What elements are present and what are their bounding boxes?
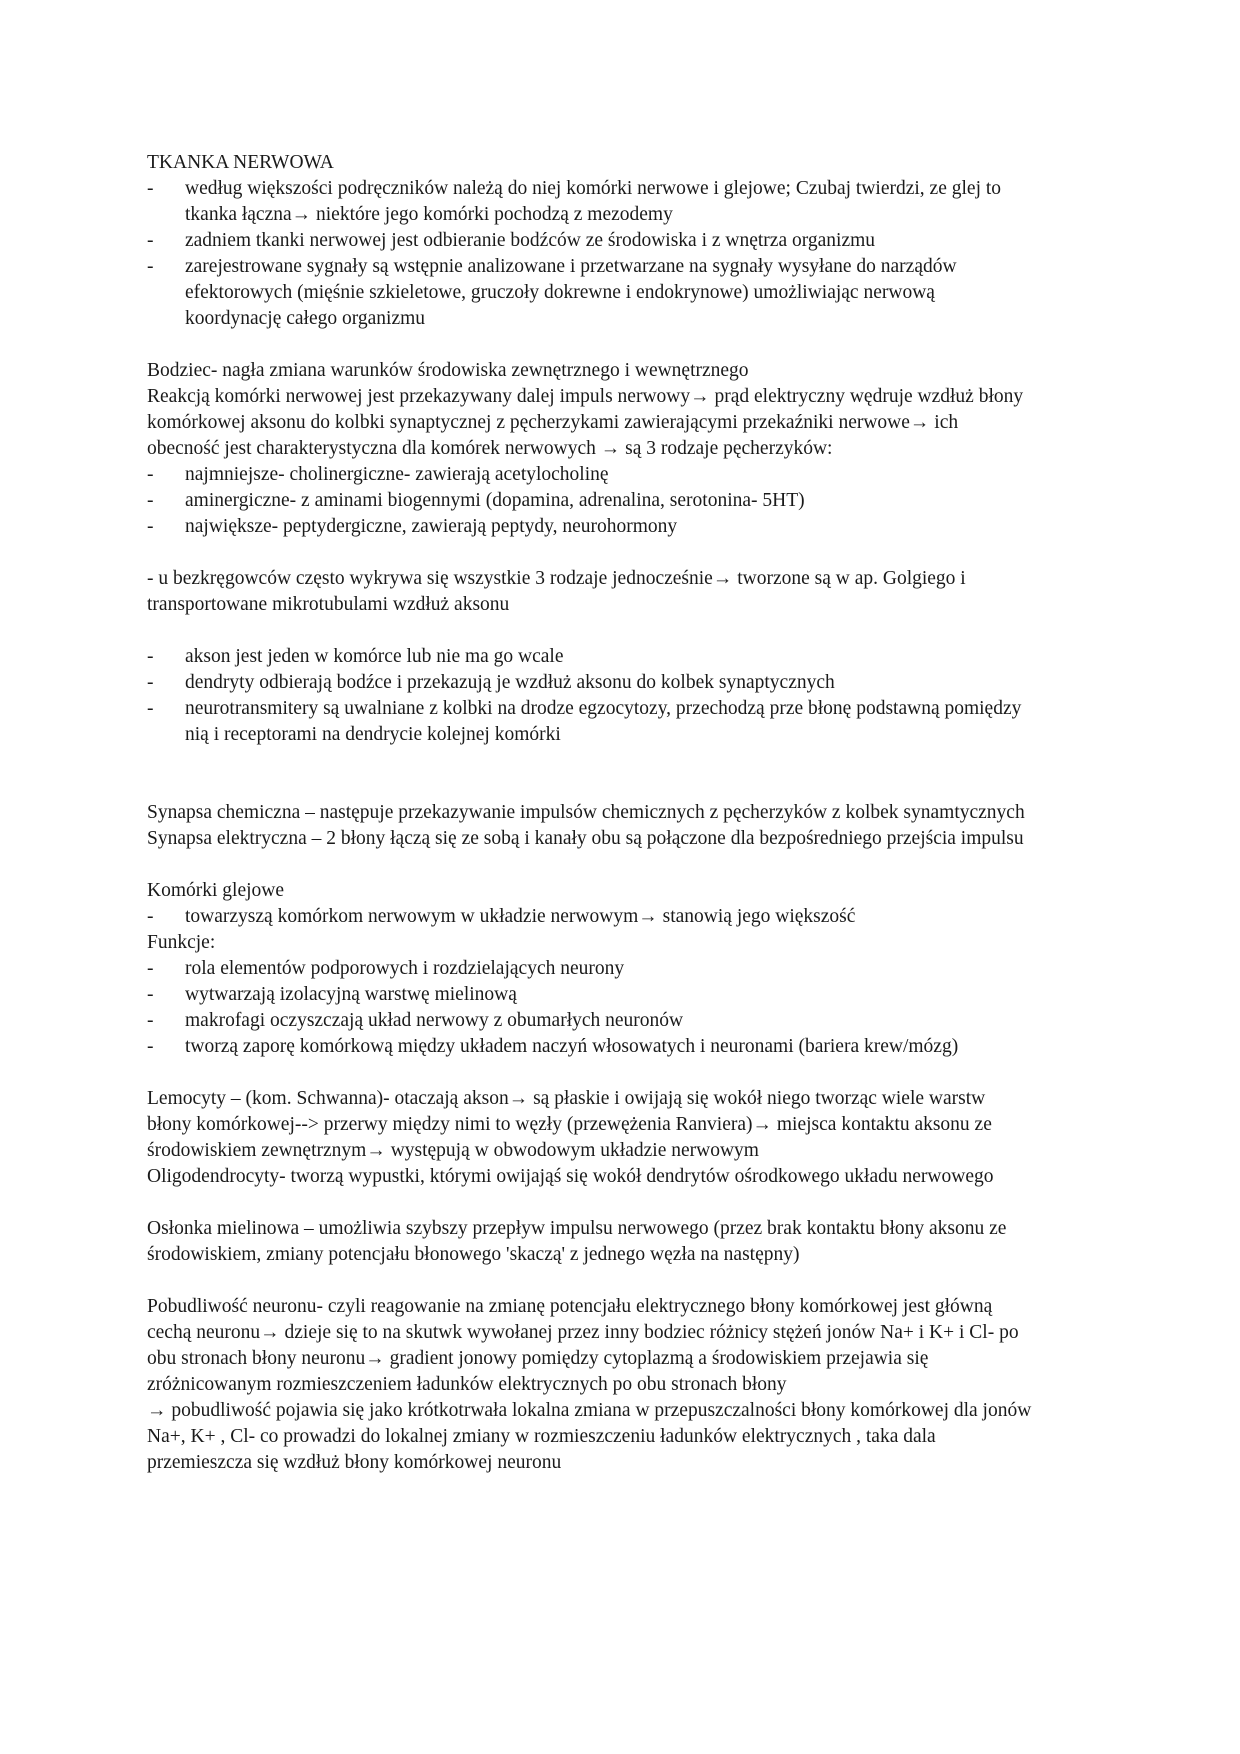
text-line: - u bezkręgowców często wykrywa się wszystkie 3 rodzaje jednocześnie→ tworzone są w ap. Golgiego i: [147, 568, 966, 589]
funkcje-bullet: [147, 982, 1097, 1008]
text-line: Osłonka mielinowa – umożliwia szybszy przepływ impulsu nerwowego (przez brak kontaktu błony aksonu ze: [147, 1218, 1007, 1239]
text-line: dendryty odbierają bodźce i przekazują je wzdłuż aksonu do kolbek synaptycznych: [185, 672, 835, 693]
bullet-dash: -: [147, 516, 154, 537]
text-line: towarzyszą komórkom nerwowym w układzie nerwowym→ stanowią jego większość: [185, 906, 856, 927]
text-line: zróżnicowanym rozmieszczeniem ładunków elektrycznych po obu stronach błony: [147, 1374, 787, 1395]
text-line: błony komórkowej--> przerwy między nimi to węzły (przewężenia Ranviera)→ miejsca kontaktu aksonu ze: [147, 1114, 992, 1135]
text-line: → pobudliwość pojawia się jako krótkotrwała lokalna zmiana w przepuszczalności błony komórkowej dla jonów: [147, 1400, 1032, 1421]
text-line: zadniem tkanki nerwowej jest odbieranie bodźców ze środowiska i z wnętrza organizmu: [185, 230, 876, 251]
text-line: makrofagi oczyszczają układ nerwowy z obumarłych neuronów: [185, 1010, 684, 1031]
bullet-dash: -: [147, 1036, 154, 1057]
text-line: wytwarzają izolacyjną warstwę mielinową: [185, 984, 517, 1005]
text-line: rola elementów podporowych i rozdzielających neurony: [185, 958, 625, 979]
glejowe-heading: Komórki glejowe: [147, 880, 285, 901]
text-line: obecność jest charakterystyczna dla komórek nerwowych → są 3 rodzaje pęcherzyków:: [147, 438, 833, 459]
text-line: efektorowych (mięśnie szkieletowe, gruczoły dokrewne i endokrynowe) umożliwiając nerwową: [185, 282, 935, 303]
text-line: największe- peptydergiczne, zawierają peptydy, neurohormony: [185, 516, 678, 537]
text-line: Synapsa elektryczna – 2 błony łączą się ze sobą i kanały obu są połączone dla bezpośredniego przejścia impulsu: [147, 828, 1024, 849]
bodziec-paragraph: [147, 358, 1097, 462]
text-line: cechą neuronu→ dzieje się to na skutwk wywołanej przez inny bodziec różnicy stężeń jonów Na+ i K+ i Cl- po: [147, 1322, 1019, 1343]
text-line: Pobudliwość neuronu- czyli reagowanie na zmianę potencjału elektrycznego błony komórkowej jest główną: [147, 1296, 993, 1317]
text-line: tworzą zaporę komórkową między układem naczyń włosowatych i neuronami (bariera krew/mózg): [185, 1036, 959, 1057]
text-line: Synapsa chemiczna – następuje przekazywanie impulsów chemicznych z pęcherzyków z kolbek synamtycznych: [147, 802, 1025, 823]
bullet-dash: -: [147, 256, 154, 277]
bullet-dash: -: [147, 490, 154, 511]
funkcje-bullet: [147, 1034, 1097, 1060]
text-line: Bodziec- nagła zmiana warunków środowiska zewnętrznego i wewnętrznego: [147, 360, 749, 381]
text-line: obu stronach błony neuronu→ gradient jonowy pomiędzy cytoplazmą a środowiskiem przejawia się: [147, 1348, 929, 1369]
vesicle-bullet: [147, 488, 1097, 514]
bullet-dash: -: [147, 178, 154, 199]
text-line: środowiskiem, zmiany potencjału błonowego 'skaczą' z jednego węzła na następny): [147, 1244, 800, 1265]
text-line: Reakcją komórki nerwowej jest przekazywany dalej impuls nerwowy→ prąd elektryczny wędruje wzdłuż błony: [147, 386, 1024, 407]
pobudliwosc-paragraph: [147, 1294, 1097, 1476]
text-line: neurotransmitery są uwalniane z kolbki na drodze egzocytozy, przechodzą prze błonę podstawną pomiędzy: [185, 698, 1022, 719]
text-line: komórkowej aksonu do kolbki synaptycznej z pęcherzykami zawierającymi przekaźniki nerwowe→ ich: [147, 412, 959, 433]
bullet-dash: -: [147, 698, 154, 719]
vesicle-bullet: [147, 514, 1097, 540]
bullet-dash: -: [147, 646, 154, 667]
akson-bullet: [147, 670, 1097, 696]
bullet-dash: -: [147, 464, 154, 485]
document-page: [147, 150, 1097, 1476]
text-line: Lemocyty – (kom. Schwanna)- otaczają akson→ są płaskie i owijają się wokół niego tworząc wiele warstw: [147, 1088, 986, 1109]
text-line: nią i receptorami na dendrycie kolejnej komórki: [185, 724, 561, 745]
text-line: Na+, K+ , Cl- co prowadzi do lokalnej zmiany w rozmieszczeniu ładunków elektrycznych , taka dala: [147, 1426, 936, 1447]
intro-bullet: [147, 254, 1097, 332]
text-line: środowiskiem zewnętrznym→ występują w obwodowym układzie nerwowym: [147, 1140, 759, 1161]
vesicle-bullet: [147, 462, 1097, 488]
lemocyty-paragraph: [147, 1086, 1097, 1190]
text-line: koordynację całego organizmu: [185, 308, 426, 329]
bullet-dash: -: [147, 230, 154, 251]
glejowe-bullet: [147, 904, 1097, 930]
bezkregowce-paragraph: [147, 566, 1097, 618]
text-line: Oligodendrocyty- tworzą wypustki, którymi owijająś się wokół dendrytów ośrodkowego układu nerwowego: [147, 1166, 994, 1187]
text-line: transportowane mikrotubulami wzdłuż aksonu: [147, 594, 510, 615]
text-line: akson jest jeden w komórce lub nie ma go wcale: [185, 646, 564, 667]
text-line: najmniejsze- cholinergiczne- zawierają acetylocholinę: [185, 464, 609, 485]
bullet-dash: -: [147, 958, 154, 979]
bullet-dash: -: [147, 984, 154, 1005]
text-line: zarejestrowane sygnały są wstępnie analizowane i przetwarzane na sygnały wysyłane do narządów: [185, 256, 957, 277]
bullet-dash: -: [147, 906, 154, 927]
bullet-dash: -: [147, 1010, 154, 1031]
text-line: przemieszcza się wzdłuż błony komórkowej neuronu: [147, 1452, 562, 1473]
text-line: aminergiczne- z aminami biogennymi (dopamina, adrenalina, serotonina- 5HT): [185, 490, 805, 511]
text-line: tkanka łączna→ niektóre jego komórki pochodzą z mezodemy: [185, 204, 673, 225]
text-line: według większości podręczników należą do niej komórki nerwowe i glejowe; Czubaj twierdzi, ze glej to: [185, 178, 1002, 199]
oslonka-paragraph: [147, 1216, 1097, 1268]
funkcje-bullet: [147, 956, 1097, 982]
akson-bullet: [147, 644, 1097, 670]
synapsy-paragraph: [147, 800, 1097, 852]
funkcje-label: Funkcje:: [147, 932, 216, 953]
intro-bullet: [147, 228, 1097, 254]
akson-bullet: [147, 696, 1097, 748]
funkcje-bullet: [147, 1008, 1097, 1034]
bullet-dash: -: [147, 672, 154, 693]
intro-bullet: [147, 176, 1097, 228]
document-title: TKANKA NERWOWA: [147, 152, 334, 173]
